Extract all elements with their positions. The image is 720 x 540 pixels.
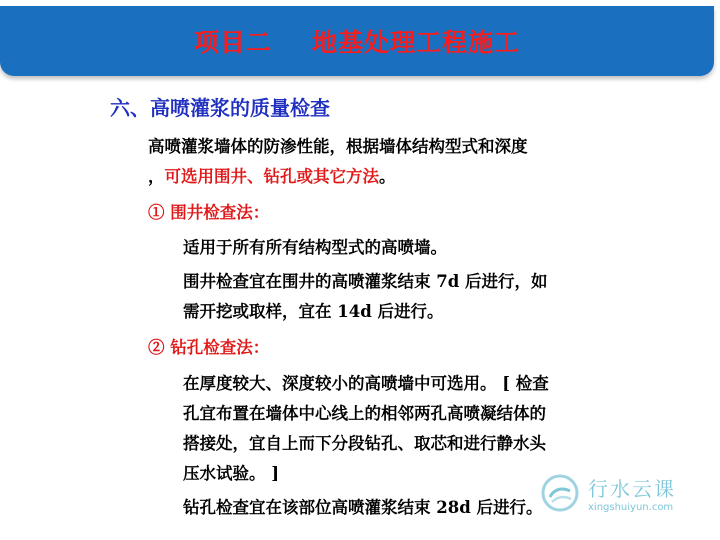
method1-heading: ① 围井检查法： bbox=[148, 203, 270, 222]
watermark bbox=[540, 468, 710, 518]
method2-heading: ② 钻孔检查法： bbox=[148, 338, 270, 357]
slide-title bbox=[0, 6, 714, 76]
method1-paragraph-2-line-1: 围井检查宜在围井的高喷灌浆结束 7d 后进行，如 bbox=[183, 272, 548, 291]
intro-line-2: ，可选用围井、钻孔或其它方法。 bbox=[148, 167, 396, 186]
method1-paragraph-2-line-2: 需开挖或取样，宜在 14d 后进行。 bbox=[183, 302, 444, 321]
section-heading: 六、高喷灌浆的质量检查 bbox=[110, 96, 330, 120]
project-label: 项目二 bbox=[193, 28, 272, 57]
chapter-title: 地基处理工程施工 bbox=[312, 28, 521, 57]
method2-paragraph-1-line-3: 搭接处，宜自上而下分段钻孔、取芯和进行静水头 bbox=[183, 434, 546, 453]
method2-paragraph-1-line-1: 在厚度较大、深度较小的高喷墙中可选用。 [ 检查 bbox=[183, 374, 549, 393]
header-bar bbox=[0, 6, 714, 76]
watermark-url: xingshuiyun.com bbox=[588, 502, 674, 513]
intro-highlight: 可选用围井、钻孔或其它方法 bbox=[164, 167, 379, 186]
method2-paragraph-2: 钻孔检查宜在该部位高喷灌浆结束 28d 后进行。 bbox=[183, 498, 543, 517]
method1-paragraph-1: 适用于所有所有结构型式的高喷墙。 bbox=[183, 238, 447, 257]
intro-line-1: 高喷灌浆墙体的防渗性能，根据墙体结构型式和深度 bbox=[148, 137, 528, 156]
method2-paragraph-1-line-4: 压水试验。 ] bbox=[183, 464, 280, 483]
watermark-brand: 行水云课 bbox=[588, 477, 676, 501]
watermark-logo-icon bbox=[540, 473, 580, 513]
method2-paragraph-1-line-2: 孔宜布置在墙体中心线上的相邻两孔高喷凝结体的 bbox=[183, 404, 546, 423]
